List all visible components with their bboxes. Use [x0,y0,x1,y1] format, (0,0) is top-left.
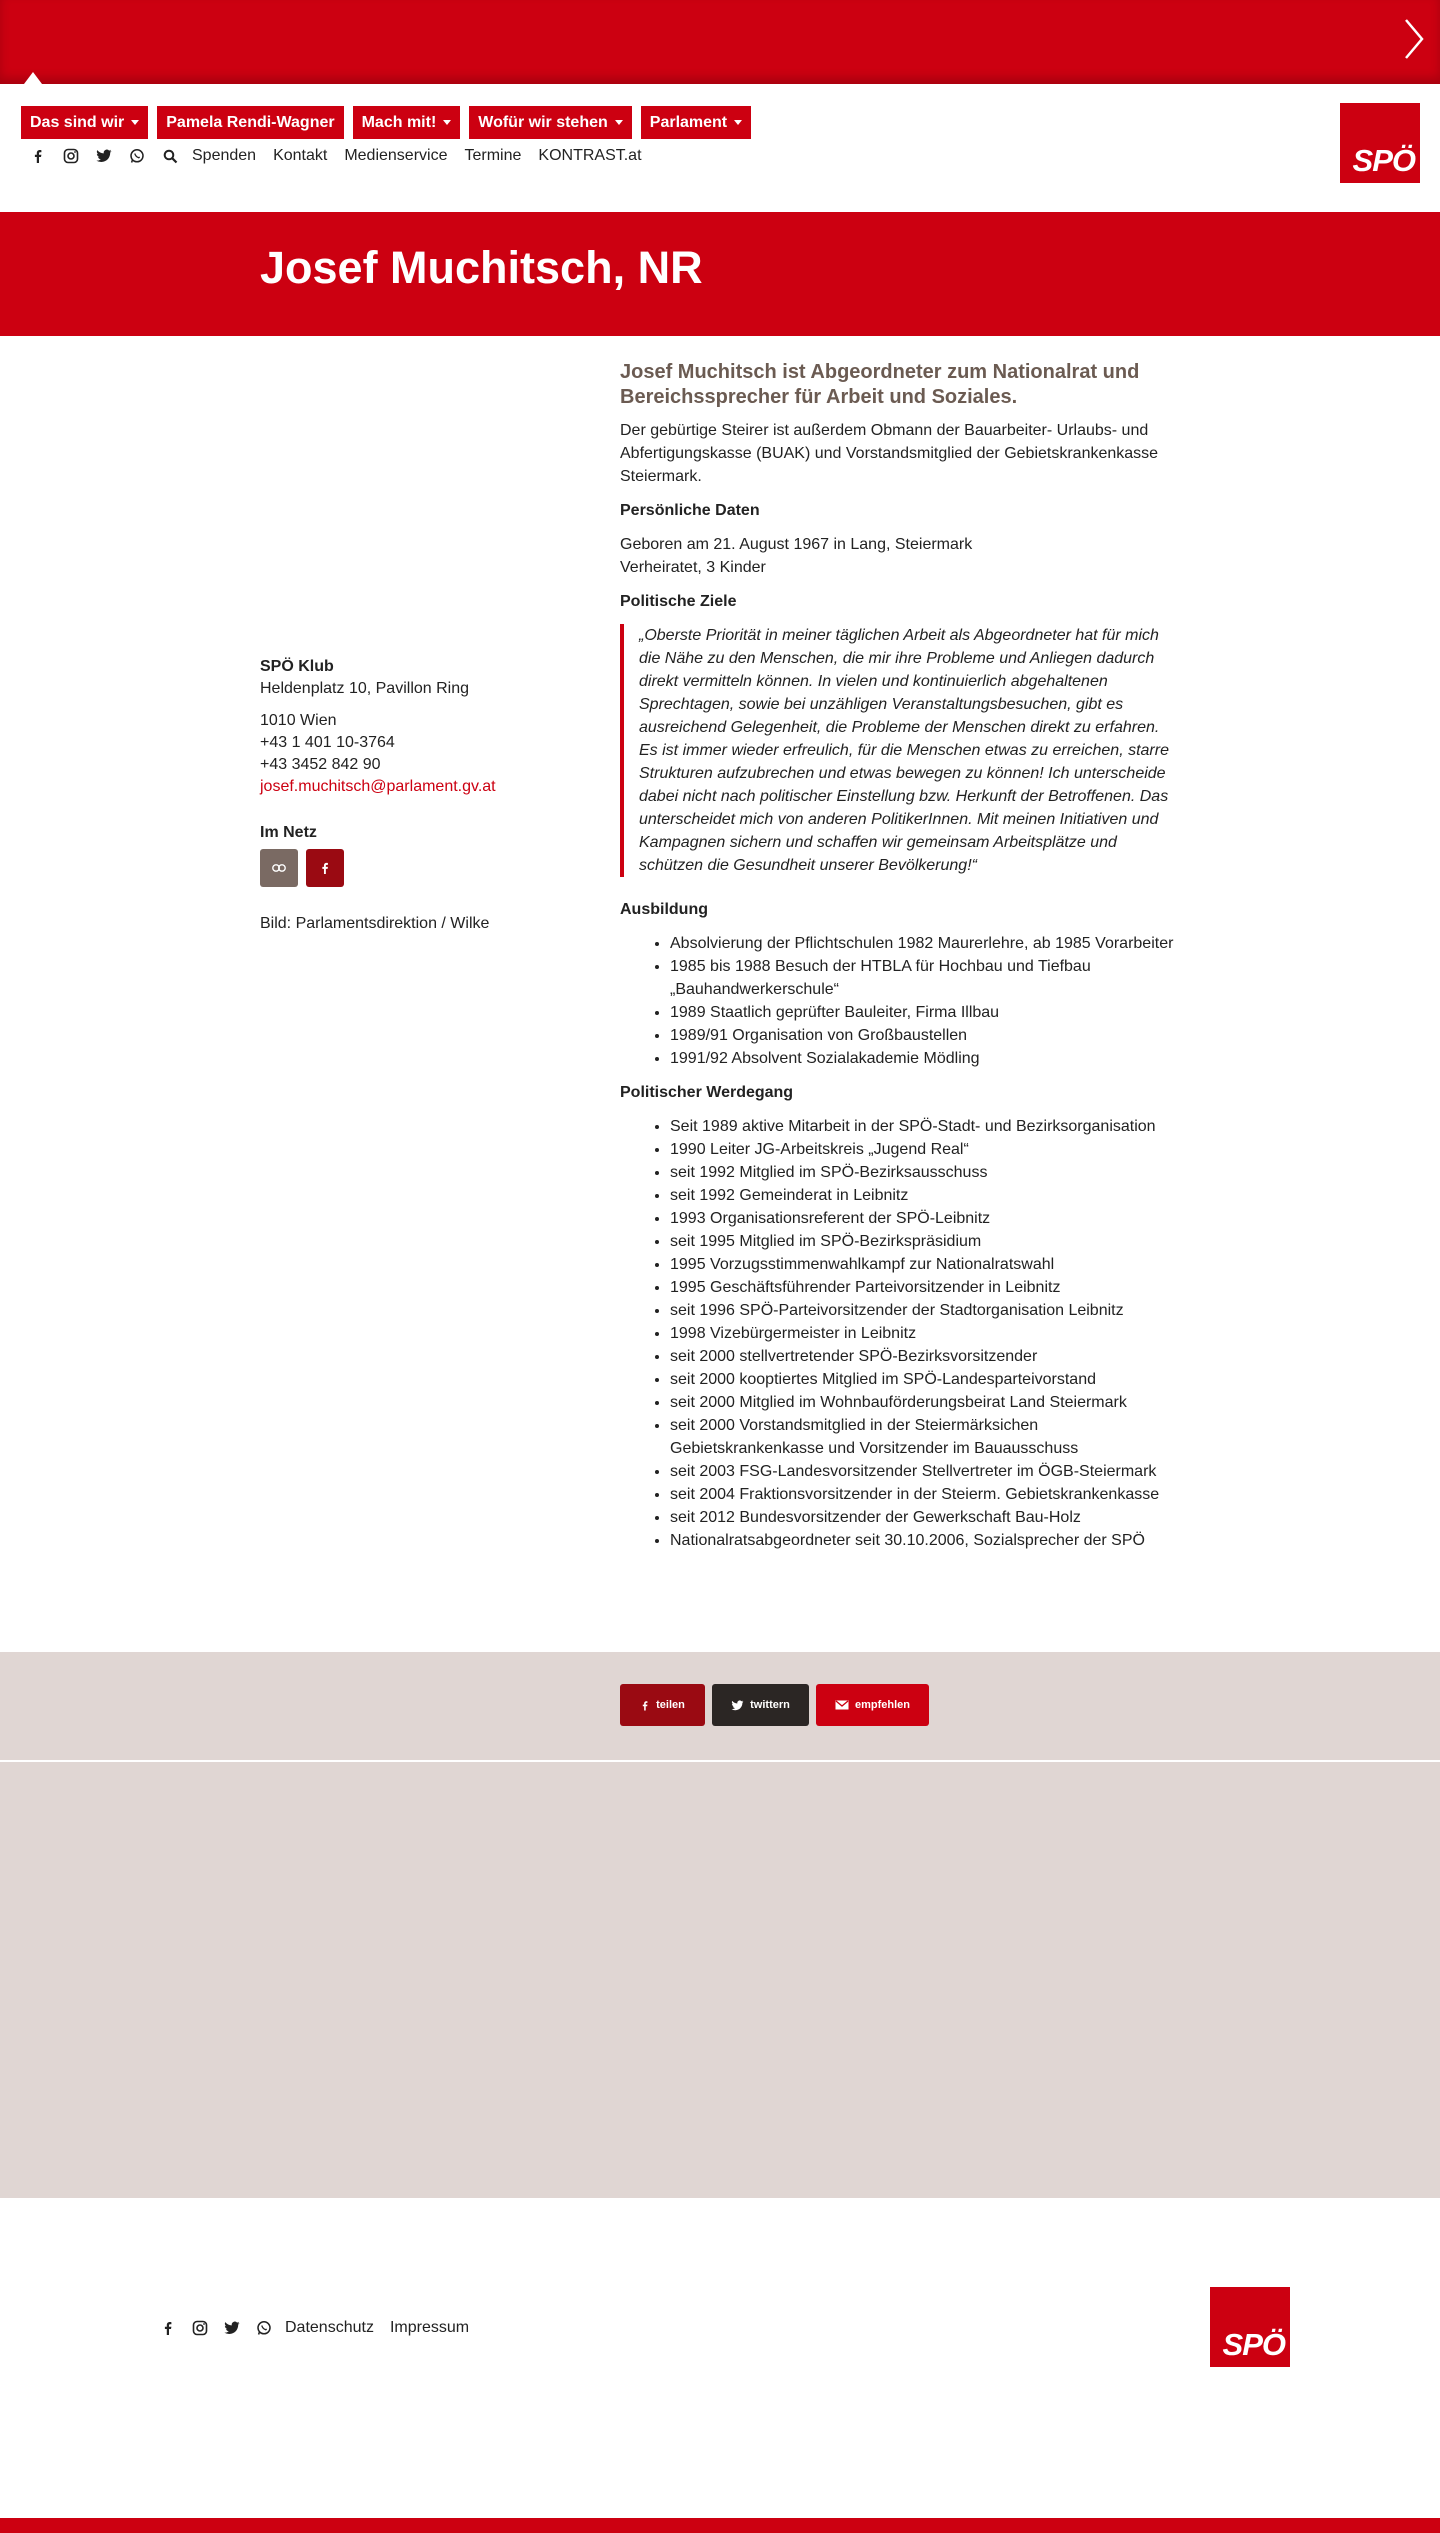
nav-mach-mit[interactable] [353,106,461,139]
footer-links [157,2316,485,2340]
twitter-icon[interactable] [93,145,115,167]
list-item: • Nationalratsabgeordneter seit 30.10.2006, Sozialsprecher der SPÖ [670,1529,1180,1552]
caret-down-icon [131,120,139,125]
list-item: • 1995 Geschäftsführender Parteivorsitzender in Leibnitz [670,1276,1180,1299]
link-spenden[interactable]: Spenden [192,147,257,164]
page-title: Josef Muchitsch, NR [260,242,703,293]
list-item: • 1990 Leiter JG-Arbeitskreis „Jugend Real“ [670,1138,1180,1161]
caret-down-icon [734,120,742,125]
share-twitter-button[interactable] [712,1684,809,1726]
career-list [620,1115,1180,1552]
bottom-bar [0,2518,1440,2533]
list-item: • 1993 Organisationsreferent der SPÖ-Leibnitz [670,1207,1180,1230]
share-buttons [620,1684,929,1726]
personal-data [620,533,1180,579]
list-item: • 1991/92 Absolvent Sozialakademie Mödling [670,1047,1180,1070]
list-item: • seit 2003 FSG-Landesvorsitzender Stellvertreter im ÖGB-Steiermark [670,1460,1180,1483]
phone-2: +43 3452 842 90 [260,756,381,773]
nav-label: Das sind wir [30,113,125,131]
teaser-area [0,1762,1440,2198]
share-facebook-button[interactable] [620,1684,705,1726]
secondary-navigation [27,144,659,168]
active-slide-indicator [24,72,42,84]
list-item: • seit 2000 Mitglied im Wohnbauförderungsbeirat Land Steiermark [670,1391,1180,1414]
instagram-icon[interactable] [60,145,82,167]
education-heading: Ausbildung [620,901,708,918]
career-heading: Politischer Werdegang [620,1084,794,1101]
list-item: • seit 2000 stellvertretender SPÖ-Bezirksvorsitzender [670,1345,1180,1368]
facebook-icon[interactable] [27,145,49,167]
lead-text: Josef Muchitsch ist Abgeordneter zum Nationalrat und Bereichssprecher für Arbeit und Soziales. [620,361,1140,408]
share-label: empfehlen [854,1699,910,1711]
nav-label: Pamela Rendi-Wagner [166,113,335,131]
list-item: • 1989 Staatlich geprüfter Bauleiter, Firma Illbau [670,1001,1180,1024]
list-item: • 1989/91 Organisation von Großbaustellen [670,1024,1180,1047]
logo-text: SPÖ [1222,2327,1285,2362]
caret-down-icon [443,120,451,125]
family-info: Verheiratet, 3 Kinder [620,559,766,576]
twitter-icon [731,1700,744,1711]
nav-label: Mach mit! [361,113,437,131]
birth-info: Geboren am 21. August 1967 in Lang, Steiermark [620,536,973,553]
caret-down-icon [615,120,623,125]
list-item: • seit 1992 Mitglied im SPÖ-Bezirksausschuss [670,1161,1180,1184]
list-item: • seit 1996 SPÖ-Parteivorsitzender der Stadtorganisation Leibnitz [670,1299,1180,1322]
photo-credit: Bild: Parlamentsdirektion / Wilke [260,915,490,932]
nav-wofuer-wir-stehen[interactable] [469,106,632,139]
facebook-icon[interactable] [306,849,344,887]
link-termine[interactable]: Termine [464,147,522,164]
spoe-logo[interactable] [1340,103,1420,183]
email-link[interactable]: josef.muchitsch@parlament.gv.at [260,778,496,795]
share-email-button[interactable] [816,1684,929,1726]
instagram-icon[interactable] [189,2317,211,2339]
im-netz-heading: Im Netz [260,824,317,841]
top-banner [0,0,1440,84]
personal-data-heading: Persönliche Daten [620,502,760,519]
im-netz-links [260,849,560,887]
list-item: • seit 2000 kooptiertes Mitglied im SPÖ-Landesparteivorstand [670,1368,1180,1391]
logo-text: SPÖ [1352,143,1415,178]
spoe-logo-footer[interactable] [1210,2287,1290,2367]
link-impressum[interactable]: Impressum [389,2319,470,2336]
political-goals-heading: Politische Ziele [620,593,737,610]
share-section [0,1652,1440,1760]
political-goals-quote: „Oberste Priorität in meiner täglichen Arbeit als Abgeordneter hat für mich die Nähe zu den Menschen, die mir ihre Probleme und Anliegen dadurch direkt vermitteln können. In vielen und kontinuierlich abgehaltenen Sprechtagen, sowie bei unzähligen Veranstaltungsbesuchen, gibt es ausreichend Gelegenheit, die Probleme der Menschen direkt zu erfahren. Es ist immer wieder erfreulich, für die Menschen etwas zu erreichen, starre Strukturen aufzubrechen und etwas bewegen zu können! Ich unterscheide dabei nicht nach politischer Einstellung bzw. Herkunft der Betroffenen. Das unterscheidet mich von anderen PolitikerInnen. Mit meinen Initiativen und Kampagnen sichern und schaffen wir gemeinsam Arbeitsplätze und schützen die Gesundheit unserer Bevölkerung!“ [620,624,1180,877]
list-item: • 1985 bis 1988 Besuch der HTBLA für Hochbau und Tiefbau „Bauhandwerkerschule“ [670,955,1180,1001]
chevron-right-icon[interactable] [1400,16,1426,62]
list-item: • seit 1995 Mitglied im SPÖ-Bezirkspräsidium [670,1230,1180,1253]
list-item: • seit 2000 Vorstandsmitglied in der Steiermärksichen Gebietskrankenkasse und Vorsitzender im Bauausschuss [670,1414,1180,1460]
link-kontrast[interactable]: KONTRAST.at [538,147,642,164]
nav-das-sind-wir[interactable] [21,106,148,139]
intro-paragraph: Der gebürtige Steirer ist außerdem Obmann der Bauarbeiter- Urlaubs- und Abfertigungskasse (BUAK) und Vorstandsmitglied der Gebietskrankenkasse Steiermark. [620,422,1159,485]
share-label: twittern [750,1699,790,1711]
list-item: • 1995 Vorzugsstimmenwahlkampf zur Nationalratswahl [670,1253,1180,1276]
list-item: • 1998 Vizebürgermeister in Leibnitz [670,1322,1180,1345]
search-icon[interactable] [159,145,181,167]
city: 1010 Wien [260,712,337,729]
link-medienservice[interactable]: Medienservice [344,147,448,164]
whatsapp-icon[interactable] [126,145,148,167]
list-item: • Seit 1989 aktive Mitarbeit in der SPÖ-Stadt- und Bezirksorganisation [670,1115,1180,1138]
phone-1: +43 1 401 10-3764 [260,734,395,751]
nav-pamela-rendi-wagner[interactable] [157,106,343,139]
facebook-icon[interactable] [157,2317,179,2339]
nav-parlament[interactable] [641,106,751,139]
twitter-icon[interactable] [221,2317,243,2339]
link-kontakt[interactable]: Kontakt [273,147,328,164]
main-navigation [21,106,751,139]
list-item: • seit 1992 Gemeinderat in Leibnitz [670,1184,1180,1207]
nav-label: Wofür wir stehen [478,113,608,131]
address: Heldenplatz 10, Pavillon Ring [260,680,470,697]
nav-label: Parlament [649,113,728,131]
club-name: SPÖ Klub [260,658,334,675]
page-header-band [0,212,1440,336]
link-datenschutz[interactable]: Datenschutz [285,2319,374,2336]
list-item: • seit 2012 Bundesvorsitzender der Gewerkschaft Bau-Holz [670,1506,1180,1529]
contact-sidebar [260,656,560,935]
biography-content [620,360,1180,1563]
list-item: • seit 2004 Fraktionsvorsitzender in der Steierm. Gebietskrankenkasse [670,1483,1180,1506]
share-label: teilen [656,1699,685,1711]
list-item: • Absolvierung der Pflichtschulen 1982 Maurerlehre, ab 1985 Vorarbeiter [670,932,1180,955]
education-list [620,932,1180,1070]
facebook-icon [640,1699,650,1712]
link-icon[interactable] [260,849,298,887]
mail-icon [835,1700,849,1710]
whatsapp-icon[interactable] [253,2317,275,2339]
